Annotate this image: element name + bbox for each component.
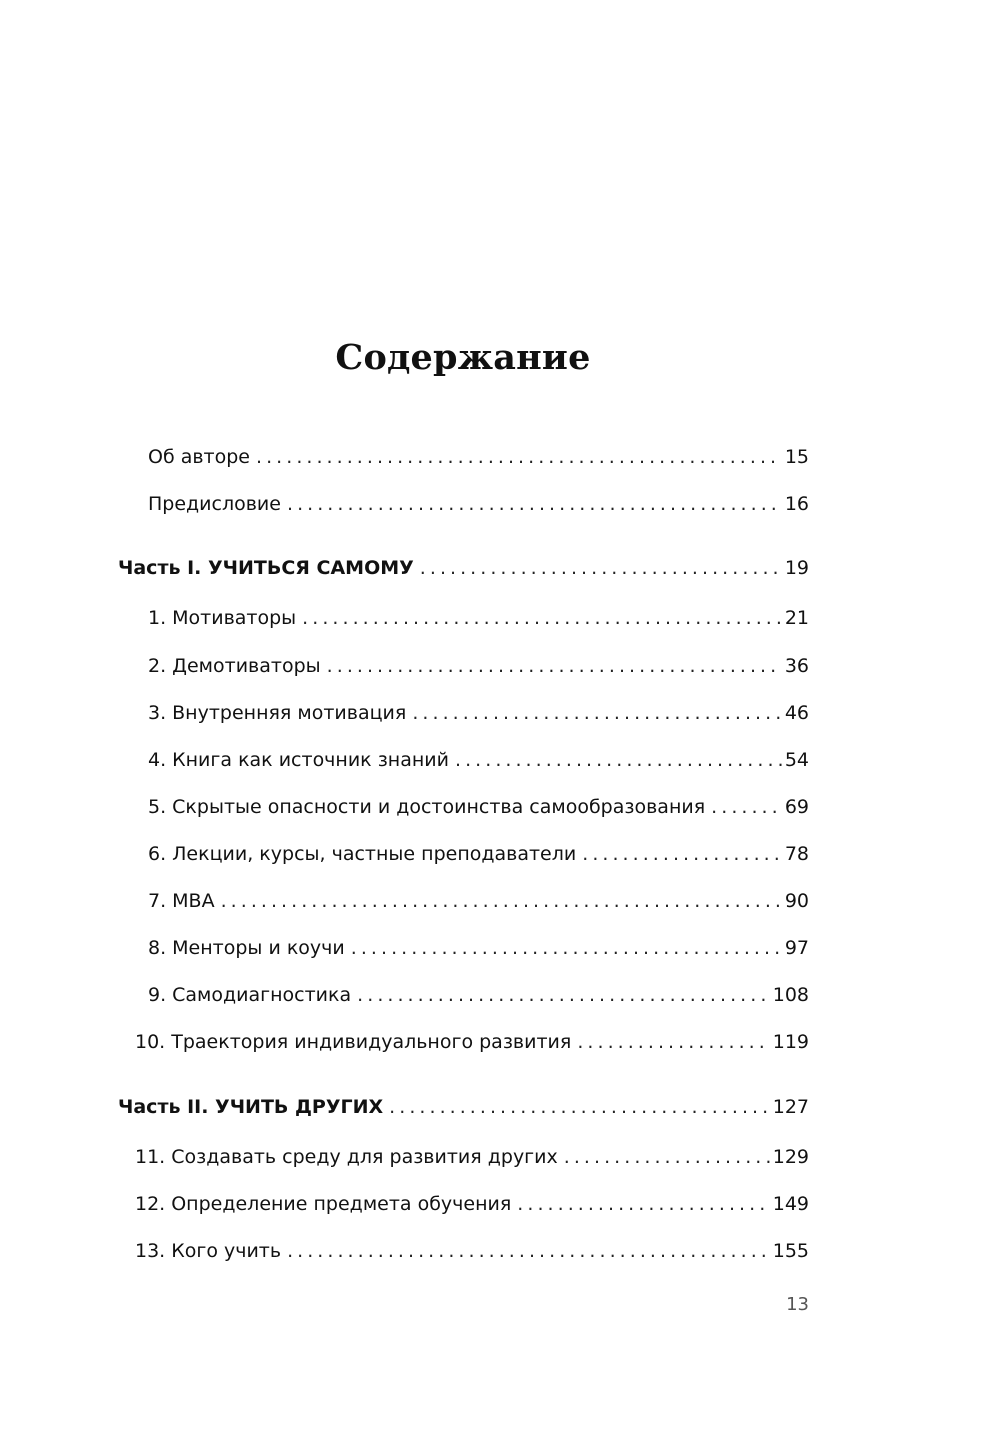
toc-entry-page: 15	[784, 446, 809, 468]
dot-leader	[327, 651, 782, 681]
toc-entry-page: 46	[784, 702, 809, 724]
dot-leader	[564, 1142, 770, 1172]
toc-entry-chapter-11[interactable]	[135, 1142, 809, 1172]
toc-entry-chapter-5[interactable]	[148, 792, 809, 822]
toc-entry-title: Кого учить	[171, 1240, 282, 1262]
toc-entry-title: Внутренняя мотивация	[172, 702, 407, 724]
toc-entry-number: 3.	[148, 702, 167, 724]
toc-entry-number: 5.	[148, 796, 167, 818]
toc-entry-title: Об авторе	[148, 446, 250, 468]
toc-entry-page: 78	[784, 843, 809, 865]
toc-entry-title: Менторы и коучи	[172, 937, 345, 959]
toc-entry-page: 129	[772, 1146, 809, 1168]
toc-entry-page: 21	[784, 607, 809, 629]
dot-leader	[711, 792, 782, 822]
toc-entry-about-author[interactable]	[148, 442, 809, 472]
toc-entry-number: 10.	[135, 1031, 166, 1053]
page-number: 13	[786, 1294, 809, 1315]
toc-entry-chapter-6[interactable]	[148, 839, 809, 869]
dot-leader	[351, 933, 782, 963]
toc-entry-number: 6.	[148, 843, 167, 865]
toc-entry-page: 19	[784, 557, 809, 579]
toc-entry-title: MBA	[172, 890, 215, 912]
dot-leader	[302, 603, 782, 633]
toc-entry-chapter-12[interactable]	[135, 1189, 809, 1219]
dot-leader	[389, 1092, 770, 1122]
toc-entry-title: Определение предмета обучения	[171, 1193, 512, 1215]
toc-entry-chapter-8[interactable]	[148, 933, 809, 963]
dot-leader	[357, 980, 770, 1010]
toc-entry-number: 4.	[148, 749, 167, 771]
dot-leader	[287, 489, 782, 519]
toc-entry-number: 11.	[135, 1146, 166, 1168]
toc-part-title: Часть II. УЧИТЬ ДРУГИХ	[118, 1096, 384, 1118]
dot-leader	[221, 886, 782, 916]
toc-entry-title: Демотиваторы	[172, 655, 321, 677]
dot-leader	[256, 442, 782, 472]
toc-entry-page: 54	[784, 749, 809, 771]
toc-entry-title: Мотиваторы	[172, 607, 297, 629]
dot-leader	[287, 1236, 770, 1266]
dot-leader	[582, 839, 782, 869]
toc-entry-chapter-13[interactable]	[135, 1236, 809, 1266]
toc-entry-page: 90	[784, 890, 809, 912]
toc-part-2[interactable]	[118, 1092, 809, 1122]
toc-part-title: Часть I. УЧИТЬСЯ САМОМУ	[118, 557, 414, 579]
toc-entry-page: 97	[784, 937, 809, 959]
toc-part-1[interactable]	[118, 553, 809, 583]
toc-entry-title: Предисловие	[148, 493, 281, 515]
toc-entry-chapter-3[interactable]	[148, 698, 809, 728]
toc-entry-number: 9.	[148, 984, 167, 1006]
toc-entry-page: 16	[784, 493, 809, 515]
toc-entry-page: 149	[772, 1193, 809, 1215]
toc-entry-number: 12.	[135, 1193, 166, 1215]
toc-entry-page: 155	[772, 1240, 809, 1262]
dot-leader	[577, 1027, 769, 1057]
toc-entry-number: 2.	[148, 655, 167, 677]
toc-entry-preface[interactable]	[148, 489, 809, 519]
toc-entry-page: 36	[784, 655, 809, 677]
toc-entry-title: Траектория индивидуального развития	[171, 1031, 572, 1053]
dot-leader	[455, 745, 782, 775]
toc-entry-number: 13.	[135, 1240, 166, 1262]
toc-entry-title: Скрытые опасности и достоинства самообразования	[172, 796, 706, 818]
toc-entry-number: 7.	[148, 890, 167, 912]
toc-entry-chapter-1[interactable]	[148, 603, 809, 633]
toc-entry-title: Книга как источник знаний	[172, 749, 449, 771]
toc-entry-page: 127	[772, 1096, 809, 1118]
toc-entry-chapter-7[interactable]	[148, 886, 809, 916]
toc-entry-chapter-10[interactable]	[135, 1027, 809, 1057]
toc-entry-chapter-4[interactable]	[148, 745, 809, 775]
toc-entry-page: 119	[772, 1031, 809, 1053]
toc-entry-page: 108	[772, 984, 809, 1006]
page-title: Содержание	[335, 337, 591, 378]
toc-entry-chapter-2[interactable]	[148, 651, 809, 681]
toc-entry-title: Самодиагностика	[172, 984, 352, 1006]
toc-entry-title: Лекции, курсы, частные преподаватели	[172, 843, 577, 865]
toc-entry-chapter-9[interactable]	[148, 980, 809, 1010]
dot-leader	[517, 1189, 769, 1219]
toc-entry-page: 69	[784, 796, 809, 818]
dot-leader	[412, 698, 781, 728]
toc-entry-number: 1.	[148, 607, 167, 629]
toc-entry-title: Создавать среду для развития других	[171, 1146, 558, 1168]
dot-leader	[420, 553, 782, 583]
toc-entry-number: 8.	[148, 937, 167, 959]
